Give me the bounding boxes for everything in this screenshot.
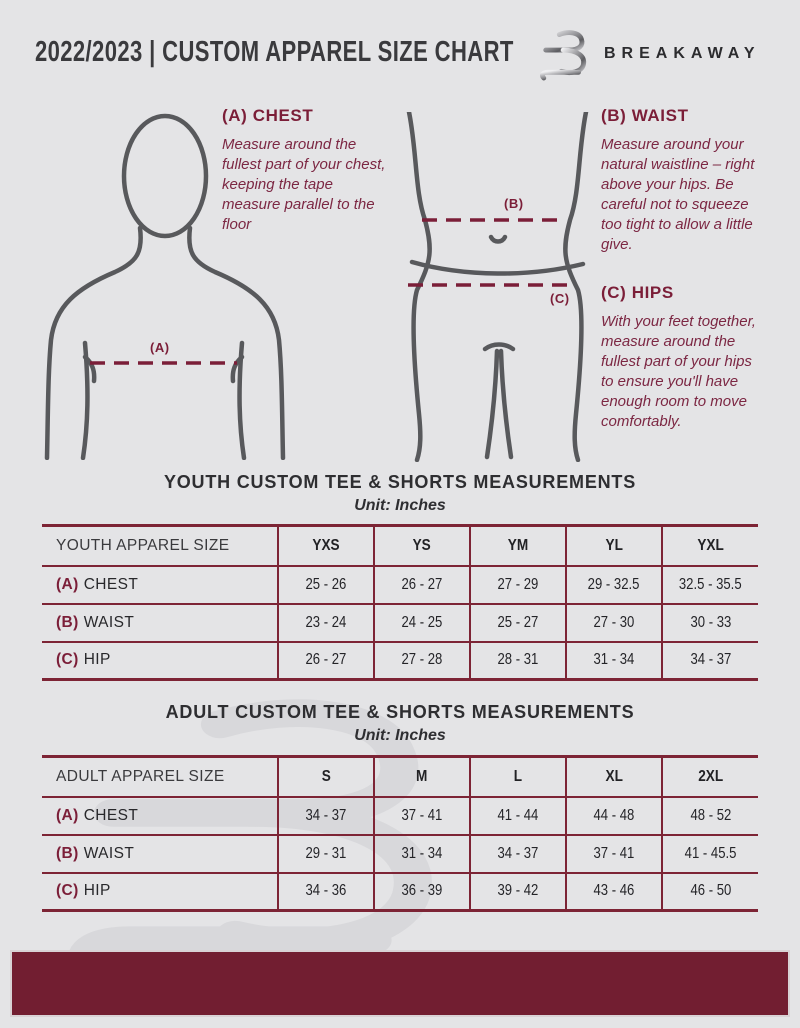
column-header-label: XL [605, 767, 623, 785]
table-cell [566, 873, 662, 911]
column-header-label: YL [605, 536, 623, 554]
table-row-chest [42, 566, 758, 604]
table-cell [278, 566, 374, 604]
column-header-size [662, 757, 758, 797]
table-cell [470, 566, 566, 604]
cell-value: 26 - 27 [401, 575, 443, 593]
cell-value: 25 - 27 [497, 613, 539, 631]
column-header-size [662, 526, 758, 566]
cell-value: 34 - 37 [690, 651, 731, 669]
column-header-apparel-size: YOUTH APPAREL SIZE [42, 526, 278, 566]
right-body-contour [565, 112, 586, 460]
marker-a-label: (A) [150, 340, 170, 355]
cell-value: 23 - 24 [305, 613, 347, 631]
table-cell [662, 566, 758, 604]
column-header-label: L [513, 767, 523, 785]
cell-value: 25 - 26 [305, 575, 347, 593]
cell-value: 48 - 52 [690, 806, 731, 824]
column-header-label: S [321, 767, 331, 785]
chest-instruction-block [222, 106, 400, 235]
table-row-waist [42, 835, 758, 873]
table-cell [278, 604, 374, 642]
cell-value: 31 - 34 [401, 844, 443, 862]
row-label-cell [42, 642, 278, 680]
adult-size-table [42, 755, 758, 912]
logo-top-bowl [546, 33, 582, 50]
column-header-size [278, 526, 374, 566]
row-prefix: (C) [56, 651, 79, 669]
hips-instruction-heading: (C) HIPS [601, 283, 674, 302]
waist-instruction-text: Measure around your natural waistline – right above your hips. Be careful not to squeeze too tight to allow a little give. [601, 136, 755, 253]
waistband-curve [412, 262, 583, 274]
table-cell [566, 642, 662, 680]
cell-value: 41 - 45.5 [684, 844, 737, 862]
adult-section-title: ADULT CUSTOM TEE & SHORTS MEASUREMENTS [165, 702, 635, 722]
hips-instruction-block [601, 283, 779, 432]
row-prefix: (C) [56, 882, 79, 900]
table-cell [278, 642, 374, 680]
youth-size-table [42, 524, 758, 681]
cell-value: 44 - 48 [593, 806, 635, 824]
row-label-cell [42, 797, 278, 835]
table-cell [662, 797, 758, 835]
brand-name: BREAKAWAY [604, 45, 761, 62]
logo-bottom-bowl [561, 50, 584, 73]
column-header-size [566, 526, 662, 566]
row-label: CHEST [83, 575, 139, 593]
navel [491, 237, 505, 242]
hips-instruction-text: With your feet together, measure around the fullest part of your hips to ensure you'll have enough room to move comfortably. [601, 313, 756, 430]
table-cell [374, 835, 470, 873]
column-header-label: M [416, 767, 428, 785]
chest-instruction-text: Measure around the fullest part of your chest, keeping the tape measure parallel to the floor [222, 136, 386, 233]
right-shoulder-arm [189, 228, 283, 458]
adult-section-unit: Unit: Inches [354, 727, 446, 744]
cell-value: 26 - 27 [305, 651, 347, 669]
table-cell [374, 604, 470, 642]
table-cell [662, 835, 758, 873]
table-cell [662, 873, 758, 911]
column-header-size [374, 526, 470, 566]
table-row-hip [42, 642, 758, 680]
cell-value: 36 - 39 [401, 882, 443, 900]
youth-header-row [42, 526, 758, 566]
cell-value: 31 - 34 [593, 651, 635, 669]
table-row-chest [42, 797, 758, 835]
waist-instruction-heading: (B) WAIST [601, 106, 689, 125]
cell-value: 43 - 46 [593, 882, 635, 900]
head-outline [124, 116, 206, 236]
table-cell [470, 835, 566, 873]
table-cell [278, 835, 374, 873]
waist-instruction-block [601, 106, 779, 255]
cell-value: 29 - 32.5 [588, 575, 640, 593]
footer-accent-bar [10, 950, 790, 1017]
column-header-size [470, 757, 566, 797]
cell-value: 34 - 37 [497, 844, 539, 862]
marker-b-label: (B) [504, 196, 524, 211]
row-label-cell [42, 873, 278, 911]
left-shoulder-arm [47, 228, 141, 458]
table-row-waist [42, 604, 758, 642]
row-label: CHEST [83, 806, 139, 824]
cell-value: 39 - 42 [497, 882, 539, 900]
youth-section-unit: Unit: Inches [354, 497, 446, 514]
row-label-cell [42, 835, 278, 873]
cell-value: 28 - 31 [497, 651, 539, 669]
chest-instruction-heading: (A) CHEST [222, 106, 314, 125]
cell-value: 32.5 - 35.5 [679, 575, 742, 593]
row-prefix: (B) [56, 844, 79, 862]
table-row-hip [42, 873, 758, 911]
column-header-label: YXL [697, 536, 724, 554]
cell-value: 46 - 50 [690, 882, 731, 900]
table-cell [662, 604, 758, 642]
lower-body-figure [395, 112, 600, 462]
cell-value: 27 - 28 [401, 651, 443, 669]
cell-value: 27 - 30 [593, 613, 635, 631]
column-header-size [566, 757, 662, 797]
breakaway-logo-icon [538, 22, 596, 82]
column-header-size [470, 526, 566, 566]
row-prefix: (B) [56, 613, 79, 631]
cell-value: 37 - 41 [593, 844, 635, 862]
table-cell [470, 642, 566, 680]
column-header-label: YS [412, 536, 432, 554]
table-cell [566, 604, 662, 642]
table-cell [470, 797, 566, 835]
row-label: HIP [83, 882, 111, 900]
adult-header-row [42, 757, 758, 797]
cell-value: 41 - 44 [497, 806, 539, 824]
column-header-apparel-size: ADULT APPAREL SIZE [42, 757, 278, 797]
table-cell [470, 873, 566, 911]
table-cell [278, 797, 374, 835]
column-header-size [278, 757, 374, 797]
table-cell [374, 642, 470, 680]
logo-underline-swoosh [542, 72, 578, 78]
row-label-cell [42, 566, 278, 604]
table-cell [566, 797, 662, 835]
row-prefix: (A) [56, 575, 79, 593]
table-cell [374, 566, 470, 604]
table-cell [566, 566, 662, 604]
row-label: WAIST [83, 613, 135, 631]
table-cell [278, 873, 374, 911]
row-prefix: (A) [56, 806, 79, 824]
page-title: 2022/2023 | CUSTOM APPAREL SIZE CHART [35, 36, 514, 68]
row-label: HIP [83, 651, 111, 669]
youth-section-title: YOUTH CUSTOM TEE & SHORTS MEASUREMENTS [163, 472, 637, 492]
cell-value: 34 - 37 [305, 806, 347, 824]
marker-c-label: (C) [550, 291, 570, 306]
cell-value: 34 - 36 [305, 882, 347, 900]
cell-value: 29 - 31 [305, 844, 347, 862]
column-header-label: YXS [312, 536, 340, 554]
table-cell [374, 873, 470, 911]
cell-value: 37 - 41 [401, 806, 443, 824]
row-label: WAIST [83, 844, 135, 862]
cell-value: 24 - 25 [401, 613, 443, 631]
cell-value: 30 - 33 [690, 613, 731, 631]
table-cell [566, 835, 662, 873]
right-inner-leg [501, 351, 511, 457]
table-cell [470, 604, 566, 642]
left-inner-leg [487, 351, 497, 457]
row-label-cell [42, 604, 278, 642]
crotch-curve [485, 345, 513, 350]
table-cell [662, 642, 758, 680]
cell-value: 27 - 29 [497, 575, 539, 593]
column-header-label: 2XL [698, 767, 723, 785]
column-header-size [374, 757, 470, 797]
table-cell [374, 797, 470, 835]
column-header-label: YM [507, 536, 529, 554]
